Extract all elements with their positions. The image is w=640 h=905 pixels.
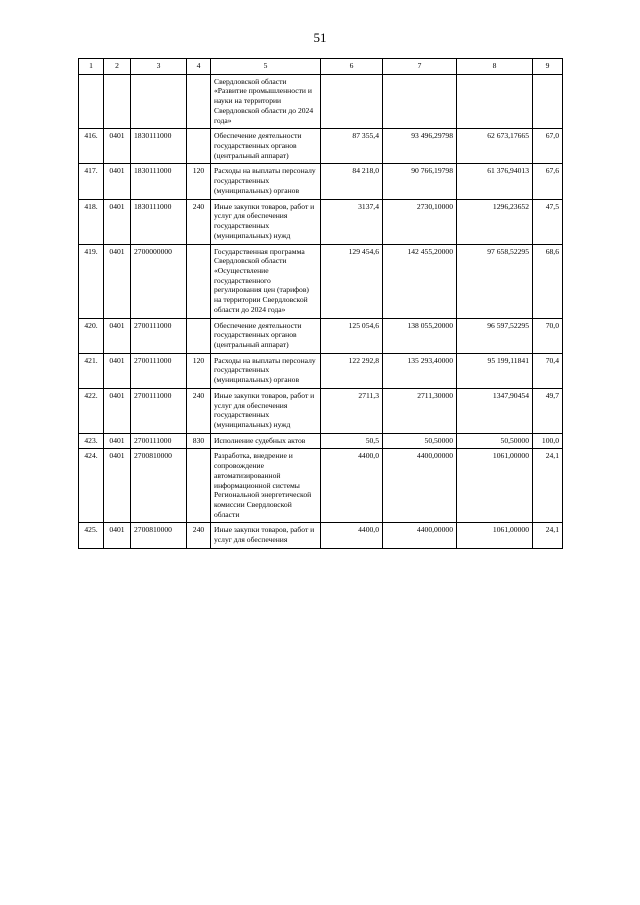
table-row bbox=[79, 129, 563, 164]
cell-section-code bbox=[104, 74, 131, 129]
cell-name: Расходы на выплаты персоналу государственных (муниципальных) органов bbox=[211, 164, 321, 199]
cell-target-code: 2700810000 bbox=[131, 523, 187, 548]
cell-section-code: 0401 bbox=[104, 523, 131, 548]
cell-amount-adjusted: 142 455,20000 bbox=[383, 244, 457, 318]
cell-amount-adjusted: 4400,00000 bbox=[383, 449, 457, 523]
cell-row-number bbox=[79, 74, 104, 129]
cell-target-code: 1830111000 bbox=[131, 164, 187, 199]
column-header: 5 bbox=[211, 59, 321, 75]
cell-target-code: 2700111000 bbox=[131, 318, 187, 353]
cell-amount-executed: 96 597,52295 bbox=[457, 318, 533, 353]
cell-percent: 68,6 bbox=[533, 244, 563, 318]
table-header-row bbox=[79, 59, 563, 75]
table-row bbox=[79, 388, 563, 433]
cell-expense-type: 120 bbox=[187, 353, 211, 388]
cell-amount-plan: 2711,3 bbox=[321, 388, 383, 433]
cell-section-code: 0401 bbox=[104, 244, 131, 318]
cell-section-code: 0401 bbox=[104, 433, 131, 449]
cell-amount-executed: 1296,23652 bbox=[457, 199, 533, 244]
cell-expense-type: 830 bbox=[187, 433, 211, 449]
cell-row-number: 422. bbox=[79, 388, 104, 433]
cell-percent: 70,0 bbox=[533, 318, 563, 353]
cell-amount-plan: 50,5 bbox=[321, 433, 383, 449]
table-row bbox=[79, 199, 563, 244]
table-row bbox=[79, 74, 563, 129]
cell-percent bbox=[533, 74, 563, 129]
cell-amount-executed: 1061,00000 bbox=[457, 523, 533, 548]
cell-amount-plan: 125 054,6 bbox=[321, 318, 383, 353]
cell-expense-type bbox=[187, 449, 211, 523]
cell-amount-adjusted: 2730,10000 bbox=[383, 199, 457, 244]
cell-amount-executed: 1061,00000 bbox=[457, 449, 533, 523]
cell-expense-type: 240 bbox=[187, 199, 211, 244]
cell-target-code: 2700111000 bbox=[131, 433, 187, 449]
cell-row-number: 424. bbox=[79, 449, 104, 523]
cell-target-code: 2700111000 bbox=[131, 353, 187, 388]
cell-name: Иные закупки товаров, работ и услуг для обеспечения государственных (муниципальных) нужд bbox=[211, 199, 321, 244]
cell-percent: 70,4 bbox=[533, 353, 563, 388]
cell-expense-type: 120 bbox=[187, 164, 211, 199]
cell-section-code: 0401 bbox=[104, 199, 131, 244]
cell-row-number: 419. bbox=[79, 244, 104, 318]
cell-section-code: 0401 bbox=[104, 164, 131, 199]
page-number: 51 bbox=[313, 30, 327, 45]
table-row bbox=[79, 523, 563, 548]
cell-section-code: 0401 bbox=[104, 318, 131, 353]
cell-target-code: 1830111000 bbox=[131, 129, 187, 164]
cell-expense-type bbox=[187, 129, 211, 164]
cell-amount-executed: 97 658,52295 bbox=[457, 244, 533, 318]
cell-amount-executed: 95 199,11841 bbox=[457, 353, 533, 388]
cell-expense-type bbox=[187, 74, 211, 129]
cell-amount-plan: 4400,0 bbox=[321, 523, 383, 548]
cell-amount-plan: 84 218,0 bbox=[321, 164, 383, 199]
cell-target-code: 1830111000 bbox=[131, 199, 187, 244]
cell-amount-adjusted: 138 055,20000 bbox=[383, 318, 457, 353]
budget-table bbox=[78, 58, 563, 549]
table-row bbox=[79, 318, 563, 353]
cell-name: Расходы на выплаты персоналу государственных (муниципальных) органов bbox=[211, 353, 321, 388]
cell-section-code: 0401 bbox=[104, 449, 131, 523]
table-row bbox=[79, 164, 563, 199]
column-header: 2 bbox=[104, 59, 131, 75]
cell-percent: 67,6 bbox=[533, 164, 563, 199]
cell-row-number: 416. bbox=[79, 129, 104, 164]
table-body bbox=[79, 59, 563, 549]
cell-name: Исполнение судебных актов bbox=[211, 433, 321, 449]
column-header: 8 bbox=[457, 59, 533, 75]
cell-amount-executed bbox=[457, 74, 533, 129]
cell-name: Разработка, внедрение и сопровождение автоматизированной информационной системы Региональной энергетической комиссии Свердловской области bbox=[211, 449, 321, 523]
cell-amount-executed: 50,50000 bbox=[457, 433, 533, 449]
column-header: 9 bbox=[533, 59, 563, 75]
cell-section-code: 0401 bbox=[104, 353, 131, 388]
cell-amount-executed: 1347,90454 bbox=[457, 388, 533, 433]
table-row bbox=[79, 449, 563, 523]
cell-amount-adjusted bbox=[383, 74, 457, 129]
cell-percent: 24,1 bbox=[533, 523, 563, 548]
cell-amount-plan: 129 454,6 bbox=[321, 244, 383, 318]
cell-percent: 47,5 bbox=[533, 199, 563, 244]
cell-name: Иные закупки товаров, работ и услуг для обеспечения государственных (муниципальных) нужд bbox=[211, 388, 321, 433]
cell-amount-adjusted: 135 293,40000 bbox=[383, 353, 457, 388]
cell-row-number: 417. bbox=[79, 164, 104, 199]
cell-amount-executed: 61 376,94013 bbox=[457, 164, 533, 199]
cell-percent: 100,0 bbox=[533, 433, 563, 449]
cell-target-code bbox=[131, 74, 187, 129]
cell-amount-plan: 87 355,4 bbox=[321, 129, 383, 164]
cell-amount-plan: 4400,0 bbox=[321, 449, 383, 523]
table-row bbox=[79, 353, 563, 388]
column-header: 7 bbox=[383, 59, 457, 75]
cell-amount-plan: 3137,4 bbox=[321, 199, 383, 244]
cell-amount-plan bbox=[321, 74, 383, 129]
cell-name: Иные закупки товаров, работ и услуг для обеспечения bbox=[211, 523, 321, 548]
cell-name: Государственная программа Свердловской области «Осуществление государственного регулирования цен (тарифов) на территории Свердловской области до 2024 года» bbox=[211, 244, 321, 318]
cell-name: Обеспечение деятельности государственных органов (центральный аппарат) bbox=[211, 129, 321, 164]
cell-amount-executed: 62 673,17665 bbox=[457, 129, 533, 164]
cell-section-code: 0401 bbox=[104, 388, 131, 433]
cell-amount-plan: 122 292,8 bbox=[321, 353, 383, 388]
cell-target-code: 2700000000 bbox=[131, 244, 187, 318]
cell-expense-type: 240 bbox=[187, 523, 211, 548]
cell-expense-type bbox=[187, 244, 211, 318]
cell-row-number: 418. bbox=[79, 199, 104, 244]
table-row bbox=[79, 244, 563, 318]
cell-amount-adjusted: 4400,00000 bbox=[383, 523, 457, 548]
cell-row-number: 420. bbox=[79, 318, 104, 353]
cell-name: Обеспечение деятельности государственных органов (центральный аппарат) bbox=[211, 318, 321, 353]
column-header: 3 bbox=[131, 59, 187, 75]
column-header: 6 bbox=[321, 59, 383, 75]
cell-amount-adjusted: 2711,30000 bbox=[383, 388, 457, 433]
cell-target-code: 2700111000 bbox=[131, 388, 187, 433]
cell-expense-type bbox=[187, 318, 211, 353]
cell-percent: 49,7 bbox=[533, 388, 563, 433]
cell-expense-type: 240 bbox=[187, 388, 211, 433]
column-header: 1 bbox=[79, 59, 104, 75]
cell-row-number: 425. bbox=[79, 523, 104, 548]
cell-section-code: 0401 bbox=[104, 129, 131, 164]
cell-target-code: 2700810000 bbox=[131, 449, 187, 523]
cell-row-number: 421. bbox=[79, 353, 104, 388]
table-row bbox=[79, 433, 563, 449]
cell-amount-adjusted: 93 496,29798 bbox=[383, 129, 457, 164]
cell-amount-adjusted: 90 766,19798 bbox=[383, 164, 457, 199]
column-header: 4 bbox=[187, 59, 211, 75]
cell-name: Свердловской области «Развитие промышленности и науки на территории Свердловской области до 2024 года» bbox=[211, 74, 321, 129]
cell-row-number: 423. bbox=[79, 433, 104, 449]
cell-amount-adjusted: 50,50000 bbox=[383, 433, 457, 449]
cell-percent: 24,1 bbox=[533, 449, 563, 523]
cell-percent: 67,0 bbox=[533, 129, 563, 164]
